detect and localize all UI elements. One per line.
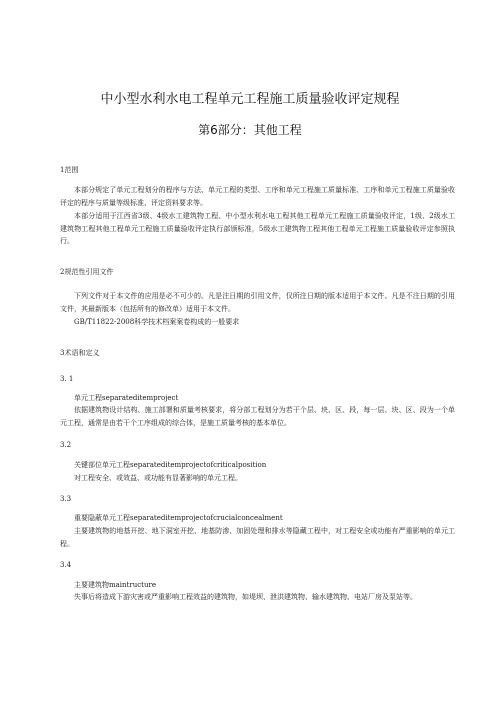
section-3-heading: 3术语和定义 <box>60 349 100 357</box>
definition-3-2-number: 3.2 <box>60 441 72 449</box>
definition-3-1-number: 3. 1 <box>60 375 74 383</box>
section-2-paragraph-1: 下列文件对于本文件的应用是必不可少的。凡是注日期的引用文件，仅所注日期的版本适用于本文件。凡是不注日期的引用文件，其最新版本（包括所有的修改单）适用于本文件。 <box>60 292 455 313</box>
definition-3-3-text: 主要建筑物的地基开挖、地下洞室开挖、地基防渗、加固处理和排水等隐藏工程中，对工程安全或功能有严重影响的单元工程。 <box>60 527 455 548</box>
section-1-paragraph-2: 本部分适用于江西省3级、4级水工建筑物工程、中小型水利水电工程其他工程单元工程施工质量验收评定，1级、2级水工建筑物工程其他工程单元工程施工质量验收评定执行部颁标准，5级水工建筑物工程其他工程单元工程施工质量验收评定参照执行。 <box>60 212 455 245</box>
definition-3-2-term: 关键部位单元工程separateditemprojectofcriticalposition <box>74 461 267 469</box>
definition-3-1-term: 单元工程separateditemproject <box>74 394 179 402</box>
definition-3-4-term: 主要建筑物maintructure <box>74 581 156 589</box>
section-1-paragraph-1: 本部分规定了单元工程划分的程序与方法、单元工程的类型、工序和单元工程施工质量标准、工序和单元工程施工质量验收评定的程序与质量等级标准、评定资料要求等。 <box>60 186 455 207</box>
definition-3-1-text: 依据建筑物设计结构、施工部署和质量考核要求，将分部工程划分为若干个层、块、区、段，每一层、块、区、段为一个单元工程，通常是由若干个工序组成的综合体，是施工质量考核的基本单位。 <box>60 406 455 427</box>
document-title: 中小型水利水电工程单元工程施工质量验收评定规程 <box>100 92 400 107</box>
definition-3-4-number: 3.4 <box>60 561 72 569</box>
definition-3-3-number: 3.3 <box>60 495 72 503</box>
reference-item: GB/T11822-2008科学技术档案案卷构成的一般要求 <box>74 318 240 326</box>
section-2-heading: 2规范性引用文件 <box>60 268 114 276</box>
section-1-heading: 1范围 <box>60 166 79 174</box>
definition-3-3-term: 重要隐蔽单元工程separateditemprojectofcrucialconcealment <box>74 514 283 522</box>
definition-3-4-text: 失事后将造成下游灾害或严重影响工程效益的建筑物，如堤坝、泄洪建筑物、输水建筑物、电站厂房及泵站等。 <box>74 593 417 601</box>
document-subtitle: 第6部分：其他工程 <box>198 123 302 137</box>
definition-3-2-text: 对工程安全、或效益、或功能有显著影响的单元工程。 <box>74 474 242 482</box>
